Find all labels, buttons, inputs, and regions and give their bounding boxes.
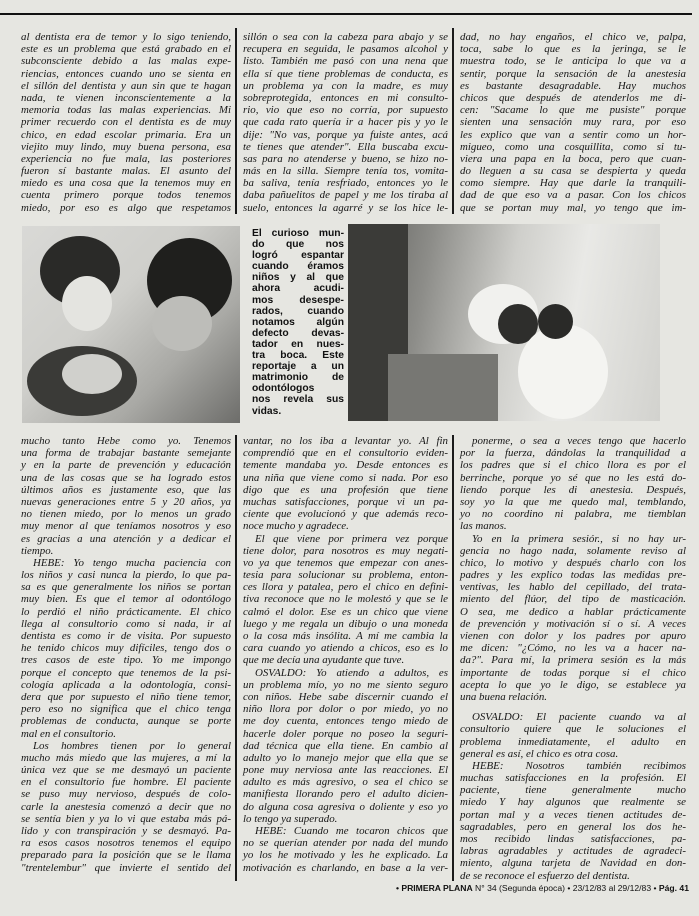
- text-line: chicos que después de atenderlos me di-: [460, 91, 686, 104]
- text-line: una de las cosas que se ha logrado estos: [21, 471, 231, 484]
- photo-figure: [518, 324, 608, 419]
- text-line: motivación es charlando, en base a la ver-: [243, 861, 448, 874]
- photo-figure: [152, 296, 212, 351]
- footer-issue: N° 34 (Segunda época) • 23/12/83 al 29/12/83 •: [472, 883, 659, 893]
- text-line: mucho más miedo que las mujeres, a mí la: [21, 751, 231, 764]
- text-line: una buena relación.: [460, 690, 548, 703]
- paragraph-gap: [460, 703, 686, 711]
- caption-line: notamos algún: [252, 316, 344, 328]
- text-line: carle la anestesia comenzó a decir que no: [21, 800, 231, 813]
- text-line: una niña que viene como si nada. Por eso: [243, 471, 448, 484]
- text-line: muy bien. Es que el temor al odontólogo: [21, 593, 231, 606]
- text-line: adulto es más agresivo, o sea el chico se: [243, 776, 448, 789]
- text-line: cología aplicada a la odontología, consi-: [21, 678, 231, 691]
- text-line: el sillón del dentista y aun sin que te hagan: [21, 79, 231, 92]
- text-line: portan mal y a veces tienen actitudes de-: [460, 808, 686, 821]
- text-line: que cada rato quería ir a hacer pis y yo le: [243, 116, 448, 129]
- text-line: es bastante desagradable. Hay muchos: [460, 79, 686, 92]
- text-line: rio, vio que eso no corría, por supuesto: [243, 104, 448, 117]
- text-line: sa es que generalmente los niños se portan: [21, 581, 231, 594]
- text-line: da?". Para mí, la primera sesión es la más: [460, 654, 686, 667]
- text-line: riencias, entonces cuando uno se sienta en: [21, 67, 231, 80]
- text-line: miento, alguna tarjeta de Navidad en don-: [460, 857, 686, 870]
- column-divider: [235, 28, 237, 214]
- caption-line: mos desespe-: [252, 294, 344, 306]
- text-line: nuevas generaciones entre 5 y 20 años, ya: [21, 495, 231, 508]
- text-line: dentista es como ir de visita. Por supuesto: [21, 630, 231, 642]
- text-line: niño llora por dolor o por miedo, yo no: [243, 703, 448, 716]
- text-line: hacerle doler porque no poseo la seguri-: [243, 727, 448, 740]
- bottom-column-1: [21, 435, 231, 874]
- text-line: OSVALDO: El paciente cuando va al: [472, 711, 686, 724]
- text-line: lido y con transpiración y se desmayó. Pa-: [21, 825, 231, 837]
- text-line: noce mucho y agradece.: [243, 520, 349, 533]
- text-line: por la fuerza, dándolas la tranquilidad a: [460, 447, 686, 460]
- photo-dental-clinic: [348, 224, 660, 421]
- text-line: liendo porque les di anestesia. Después,: [460, 483, 686, 496]
- text-line: mos recibido lindas satisfacciones, pa-: [460, 833, 686, 845]
- text-line: chico, en edad escolar primaria. Era un: [21, 128, 231, 141]
- text-line: un problema mío, yo no me siento seguro: [243, 678, 448, 691]
- column-divider: [452, 28, 454, 214]
- caption-line: vidas.: [252, 405, 282, 417]
- text-line: digo que es una profesión que tiene: [243, 483, 448, 496]
- text-line: acepta lo que yo le digo, se establece ya: [460, 678, 686, 691]
- text-line: dera que por supuesto el niño tiene temor,: [21, 690, 231, 703]
- header-rule: [0, 13, 692, 15]
- text-line: te tienes que atender". Ella buscaba excu-: [243, 140, 448, 153]
- photo-figure: [62, 276, 112, 331]
- text-line: les explico que van a sentir como un hor-: [460, 128, 686, 141]
- text-line: las manos.: [460, 520, 507, 533]
- bottom-column-3: [460, 435, 686, 882]
- text-line: subconsciente debido a las malas expe-: [21, 55, 231, 68]
- text-line: tiva reconoce que no le molestó y que se le: [243, 593, 448, 606]
- text-line: suelo, entonces la agarré y se los hice le-: [243, 201, 448, 214]
- text-line: que me decía una ayudante que tuve.: [243, 654, 405, 667]
- text-line: y en la parte de prevención y educación: [21, 459, 231, 472]
- text-line: preparado para la posición que se le llama: [21, 849, 231, 862]
- text-line: adulto yo lo manejo mejor que ella que se: [243, 751, 448, 764]
- caption-line: logró espantar: [252, 250, 344, 262]
- text-line: dad de que eso va a pasar. Con los chicos: [460, 189, 686, 202]
- text-line: en el consultorio fue hombre. El paciente: [21, 776, 231, 789]
- text-line: miedo Y hay algunos que realmente se: [460, 796, 686, 809]
- text-line: es gracias a una atención y a dedicar el: [21, 532, 231, 545]
- text-line: migueo, como una cosquillita, como si tu-: [460, 140, 686, 153]
- text-line: vo ya que tenemos que empezar con anes-: [243, 556, 448, 569]
- text-line: más en la silla. Siempre tenía tos, vomita-: [243, 165, 448, 178]
- text-line: ponerme, o sea a veces tengo que hacerlo: [472, 435, 686, 447]
- text-line: yo no coordino ni palabra, me tiemblan: [460, 508, 686, 521]
- footer-publication: • PRIMERA PLANA: [395, 883, 473, 893]
- text-line: temente mandaba yo. Desde entonces es: [243, 459, 448, 472]
- text-line: miento del flúor, del tipo de masticación.: [460, 593, 686, 606]
- text-line: tiempo.: [21, 544, 54, 557]
- text-line: Yo en la primera sesiór., si no hay ur-: [472, 532, 686, 545]
- text-line: tesia para solucionar su problema, enton-: [243, 569, 448, 582]
- text-line: o la cosa más insólita. A mí me cambia la: [243, 630, 448, 642]
- text-line: labras agradables y actitudes de agradeci-: [460, 845, 686, 858]
- text-line: vantar, no los iba a levantar yo. Al fin: [243, 435, 448, 447]
- caption-line: defecto devas-: [252, 327, 344, 339]
- text-line: ba saliva, tenía resfriado, entonces yo le: [243, 177, 448, 190]
- bottom-column-2: [243, 435, 448, 874]
- column-divider: [235, 435, 237, 881]
- caption-line: matrimonio de: [252, 372, 344, 384]
- text-line: ventivas, les hablo del cepillado, del trata-: [460, 581, 686, 594]
- text-line: fueron sí bastante malas. El asunto del: [21, 165, 231, 178]
- caption-line: cuando éramos: [252, 261, 344, 273]
- text-line: O sea, me dedico a hablar prácticamente: [460, 605, 686, 618]
- text-line: dad, no hay engaños, el chico ve, palpa,: [460, 31, 686, 43]
- text-line: viera una papa en la boca, pero que cuan-: [460, 152, 686, 165]
- text-line: muy menor al que teníamos nosotros y eso: [21, 520, 231, 533]
- text-line: sentir, porque la sensación de la anestesia: [460, 67, 686, 80]
- text-line: un problema ya con la madre, es muy: [243, 79, 448, 92]
- text-line: El que viene por primera vez porque: [255, 532, 448, 545]
- column-divider: [452, 435, 454, 881]
- top-column-2: [243, 31, 448, 214]
- text-line: HEBE: Yo tengo mucha paciencia con: [33, 556, 231, 569]
- text-line: cuenta primero porque todos tenemos: [21, 189, 231, 202]
- text-line: sienten una sensación muy rara, por eso: [460, 116, 686, 129]
- text-line: problema inmediatamente, el adulto en: [460, 735, 686, 748]
- text-line: una forma de trabajar bastante semejante: [21, 447, 231, 460]
- text-line: HEBE: Nosotros también recibimos: [472, 759, 686, 772]
- text-line: sagradables, pero en general los dos he-: [460, 820, 686, 833]
- text-line: do lleguen a su casa se despierta y queda: [460, 165, 686, 178]
- photo-caption: [252, 228, 344, 417]
- text-line: los padres que si el chico llora es por el: [460, 459, 686, 472]
- text-line: no tienen miedo, por lo menos un grado: [21, 508, 231, 521]
- photo-dentists-with-patient: [22, 226, 240, 423]
- text-line: lo tengo ya superado.: [243, 812, 338, 825]
- text-line: experiencia no fue mala, las posteriores: [21, 152, 231, 165]
- text-line: nada, te vienen inconscientemente a la: [21, 91, 231, 104]
- text-line: ces llora y patalea, pero el chico en defini-: [243, 581, 448, 594]
- text-line: paciente, tiene generalmente mucho: [460, 784, 686, 797]
- text-line: llega al consultorio como si nada, ir al: [21, 617, 231, 630]
- text-line: vienen con dolor y los padres por apuro: [460, 630, 686, 642]
- text-line: "trentelembur" que invierte el sentido del: [21, 861, 231, 874]
- page-footer: [396, 883, 689, 893]
- text-line: calmó el dolor. Ese es un chico que viene: [243, 605, 448, 618]
- photo-figure: [62, 354, 122, 394]
- text-line: berrinche, porque yo sé que no les está do-: [460, 471, 686, 484]
- caption-line: El curioso mun-: [252, 228, 344, 239]
- text-line: dad técnica que ella tiene. En cambio al: [243, 739, 448, 752]
- text-line: comprendió que en el consultorio eviden-: [243, 447, 448, 460]
- text-line: me dicen: "¿Cómo, no les va a hacer na-: [460, 642, 686, 655]
- text-line: manifiesta llorando pero el adulto dicien-: [243, 788, 448, 801]
- text-line: sobreprotegida, entonces en mi consulto-: [243, 91, 448, 104]
- text-line: listo. También me pasó con una nena que: [243, 55, 448, 68]
- caption-line: tador en nues-: [252, 338, 344, 350]
- text-line: cen: "Sacame lo que me pusiste" porque: [460, 104, 686, 117]
- text-line: general es así, el chico es otra cosa.: [460, 747, 619, 760]
- text-line: tiene dolor, para nosotros es muy negati-: [243, 544, 448, 557]
- text-line: cara cuando yo atiendo a chicos, eso es lo: [243, 642, 448, 655]
- text-line: chico, lo motivo y después charlo con los: [460, 556, 686, 569]
- text-line: toca, sabe lo que es la jeringa, se le: [460, 43, 686, 56]
- text-line: sillón o sea con la cabeza para abajo y se: [243, 31, 448, 43]
- text-line: dije: "No vas, porque ya fuiste antes, acá: [243, 128, 448, 141]
- caption-line: do que nos: [252, 239, 344, 251]
- text-line: muchas satisfacciones en la profesión. El: [460, 772, 686, 785]
- text-line: que se portan muy mal, yo tengo que im-: [460, 201, 686, 214]
- text-line: memoria todas las malas experiencias. Mi: [21, 104, 231, 117]
- caption-line: niños y al que: [252, 272, 344, 284]
- text-line: primer recuerdo con el dentista es de muy: [21, 116, 231, 129]
- text-line: Los hombres tienen por lo general: [33, 739, 231, 752]
- photo-figure: [538, 304, 573, 339]
- text-line: de prevención y motivación sí o sí. A veces: [460, 617, 686, 630]
- text-line: padres y les explico todas las medidas pre-: [460, 569, 686, 582]
- text-line: me doy cuenta, entonces tengo miedo de: [243, 715, 448, 728]
- text-line: sas para no atenderse y bueno, se hizo no-: [243, 152, 448, 165]
- caption-line: tra boca. Este: [252, 350, 344, 362]
- text-line: tres casos de este tipo. Yo me impongo: [21, 654, 231, 667]
- text-line: miedo es una cosa que la tenemos muy en: [21, 177, 231, 190]
- text-line: ra esos casos nosotros tenemos el equipo: [21, 837, 231, 850]
- text-line: luego y me regala un dibujo o una moneda: [243, 617, 448, 630]
- text-line: se sentía bien y ya lo vi que estaba más pá-: [21, 812, 231, 825]
- caption-line: nos revela sus: [252, 394, 344, 406]
- caption-line: odontólogos: [252, 383, 315, 395]
- text-line: yo los he motivado y les he explicado. La: [243, 849, 448, 862]
- text-line: porque el concepto que tenemos de la psi-: [21, 666, 231, 679]
- photo-chair: [388, 354, 498, 421]
- text-line: daba pañuelitos de papel y me los tiraba al: [243, 189, 448, 202]
- text-line: muchas satisfacciones, porque vi un pa-: [243, 495, 448, 508]
- text-line: soy yo la que me quedo mal, temblando,: [460, 495, 686, 508]
- text-line: al dentista era de temor y lo sigo teniendo,: [21, 31, 231, 43]
- text-line: pero eso no significa que el chico tenga: [21, 703, 231, 716]
- text-line: do alguna cosa agresiva o doliente y eso yo: [243, 800, 448, 813]
- caption-line: ahora acudi-: [252, 283, 344, 295]
- text-line: se puso muy nervioso, después de colo-: [21, 788, 231, 801]
- text-line: mucho tanto Hebe como yo. Tenemos: [21, 435, 231, 447]
- text-line: consultorio quiere que le soluciones el: [460, 723, 686, 736]
- text-line: OSVALDO: Yo atiendo a adultos, es: [255, 666, 448, 679]
- text-line: lo perdió el niño prácticamente. El chico: [21, 605, 231, 618]
- text-line: viejito muy lindo, muy buena persona, esa: [21, 140, 231, 153]
- text-line: problemas de conducta, aunque se porte: [21, 715, 231, 728]
- footer-page-number: Pág. 41: [658, 883, 689, 893]
- text-line: recupera en seguida, le pasamos alcohol y: [243, 43, 448, 56]
- top-column-1: [21, 31, 231, 214]
- text-line: única vez que se me desmayó un paciente: [21, 764, 231, 777]
- text-line: he tenido chicos muy difíciles, tengo dos o: [21, 642, 231, 655]
- text-line: pone muy nerviosa ante las reacciones. El: [243, 764, 448, 777]
- text-line: con niños. Hebe sabe discernir cuando el: [243, 690, 448, 703]
- text-line: no se querían atender por nada del mundo: [243, 837, 448, 850]
- caption-line: rados, cuando: [252, 305, 344, 317]
- text-line: de se reconoce el esfuerzo del dentista.: [460, 869, 630, 882]
- text-line: HEBE: Cuando me tocaron chicos que: [255, 825, 448, 837]
- text-line: últimos años es justamente eso, que las: [21, 483, 231, 496]
- text-line: este es un problema que está grabado en el: [21, 43, 231, 56]
- caption-line: reportaje a un: [252, 361, 344, 373]
- text-line: gencia no hago nada, solamente reviso al: [460, 544, 686, 557]
- text-line: como siempre. Hay que darle la tranquili-: [460, 177, 686, 190]
- text-line: los niños y casi nunca la pierdo, lo que pa-: [21, 569, 231, 582]
- text-line: mal en el consultorio.: [21, 727, 116, 740]
- text-line: ciente que evolucionó y que además reco-: [243, 508, 448, 521]
- text-line: importante de todas porque si el chico: [460, 666, 686, 679]
- text-line: muestra todo, se le anticipa lo que va a: [460, 55, 686, 68]
- text-line: ella sí que tiene problemas de conducta, es: [243, 67, 448, 80]
- text-line: miedo, por eso es algo que respetamos: [21, 201, 231, 214]
- top-column-3: [460, 31, 686, 214]
